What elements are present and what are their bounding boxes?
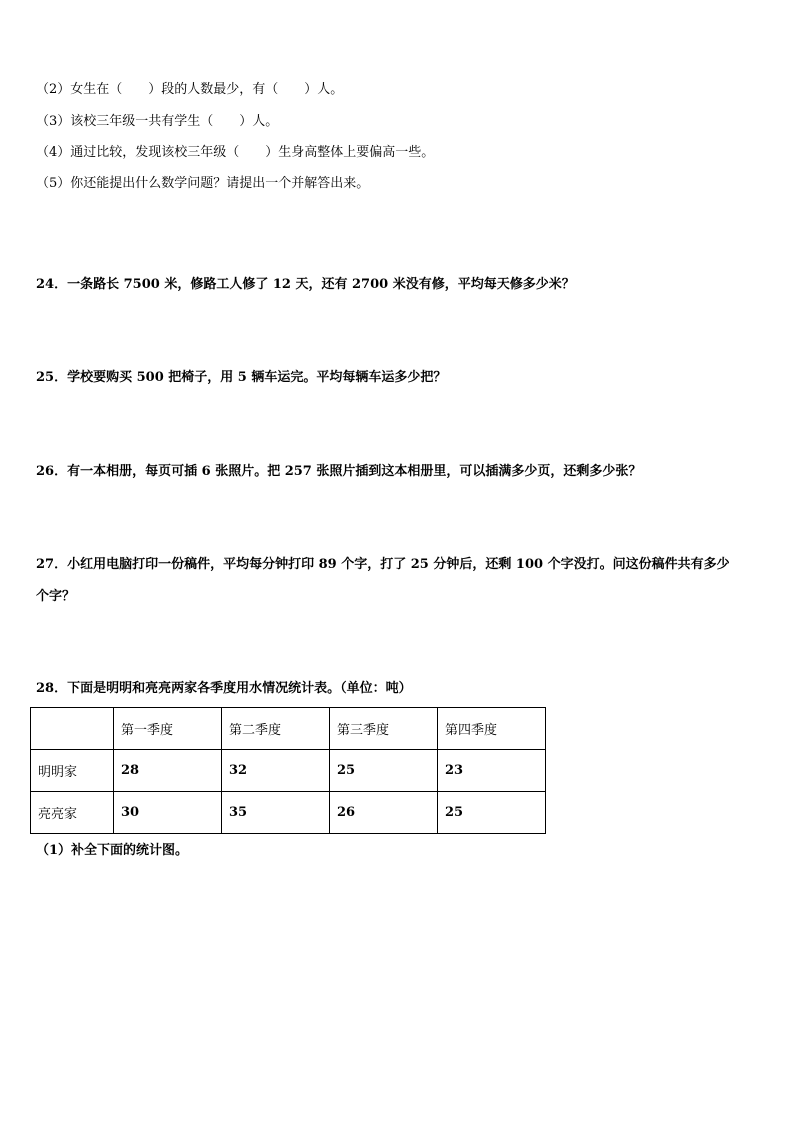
table-cell: 30 (114, 792, 222, 834)
water-usage-table (30, 707, 546, 834)
question-24: 24．一条路长 7500 米，修路工人修了 12 天，还有 2700 米没有修，平均每天修多少米？ (36, 277, 575, 292)
question-27-line-1: 27．小红用电脑打印一份稿件，平均每分钟打印 89 个字，打了 25 分钟后，还剩 100 个字没打。问这份稿件共有多少 (36, 557, 730, 572)
table-header-cell: 第三季度 (330, 708, 438, 750)
question-23-part-3: （3）该校三年级一共有学生（ ）人。 (36, 114, 279, 129)
table-row (31, 792, 546, 834)
table-cell: 32 (222, 750, 330, 792)
question-28-part-1: （1）补全下面的统计图。 (36, 843, 189, 858)
table-cell: 28 (114, 750, 222, 792)
table-cell: 26 (330, 792, 438, 834)
question-23-part-4: （4）通过比较，发现该校三年级（ ）生身高整体上要偏高一些。 (36, 145, 435, 160)
table-row-label: 明明家 (31, 750, 114, 792)
table-cell: 25 (438, 792, 546, 834)
table-header-row (31, 708, 546, 750)
table-cell: 35 (222, 792, 330, 834)
table-header-cell: 第四季度 (438, 708, 546, 750)
table-row-label: 亮亮家 (31, 792, 114, 834)
question-23-part-2: （2）女生在（ ）段的人数最少，有（ ）人。 (36, 82, 344, 97)
question-25: 25．学校要购买 500 把椅子，用 5 辆车运完。平均每辆车运多少把？ (36, 370, 447, 385)
table-cell: 23 (438, 750, 546, 792)
table-header-cell (31, 708, 114, 750)
table-cell: 25 (330, 750, 438, 792)
question-27-line-2: 个字？ (36, 589, 76, 604)
table-row (31, 750, 546, 792)
question-23-part-5: （5）你还能提出什么数学问题？请提出一个并解答出来。 (36, 176, 370, 191)
table-header-cell: 第二季度 (222, 708, 330, 750)
question-28: 28．下面是明明和亮亮两家各季度用水情况统计表。（单位：吨） (36, 681, 412, 696)
table-header-cell: 第一季度 (114, 708, 222, 750)
question-26: 26．有一本相册，每页可插 6 张照片。把 257 张照片插到这本相册里，可以插满多少页，还剩多少张？ (36, 464, 642, 479)
